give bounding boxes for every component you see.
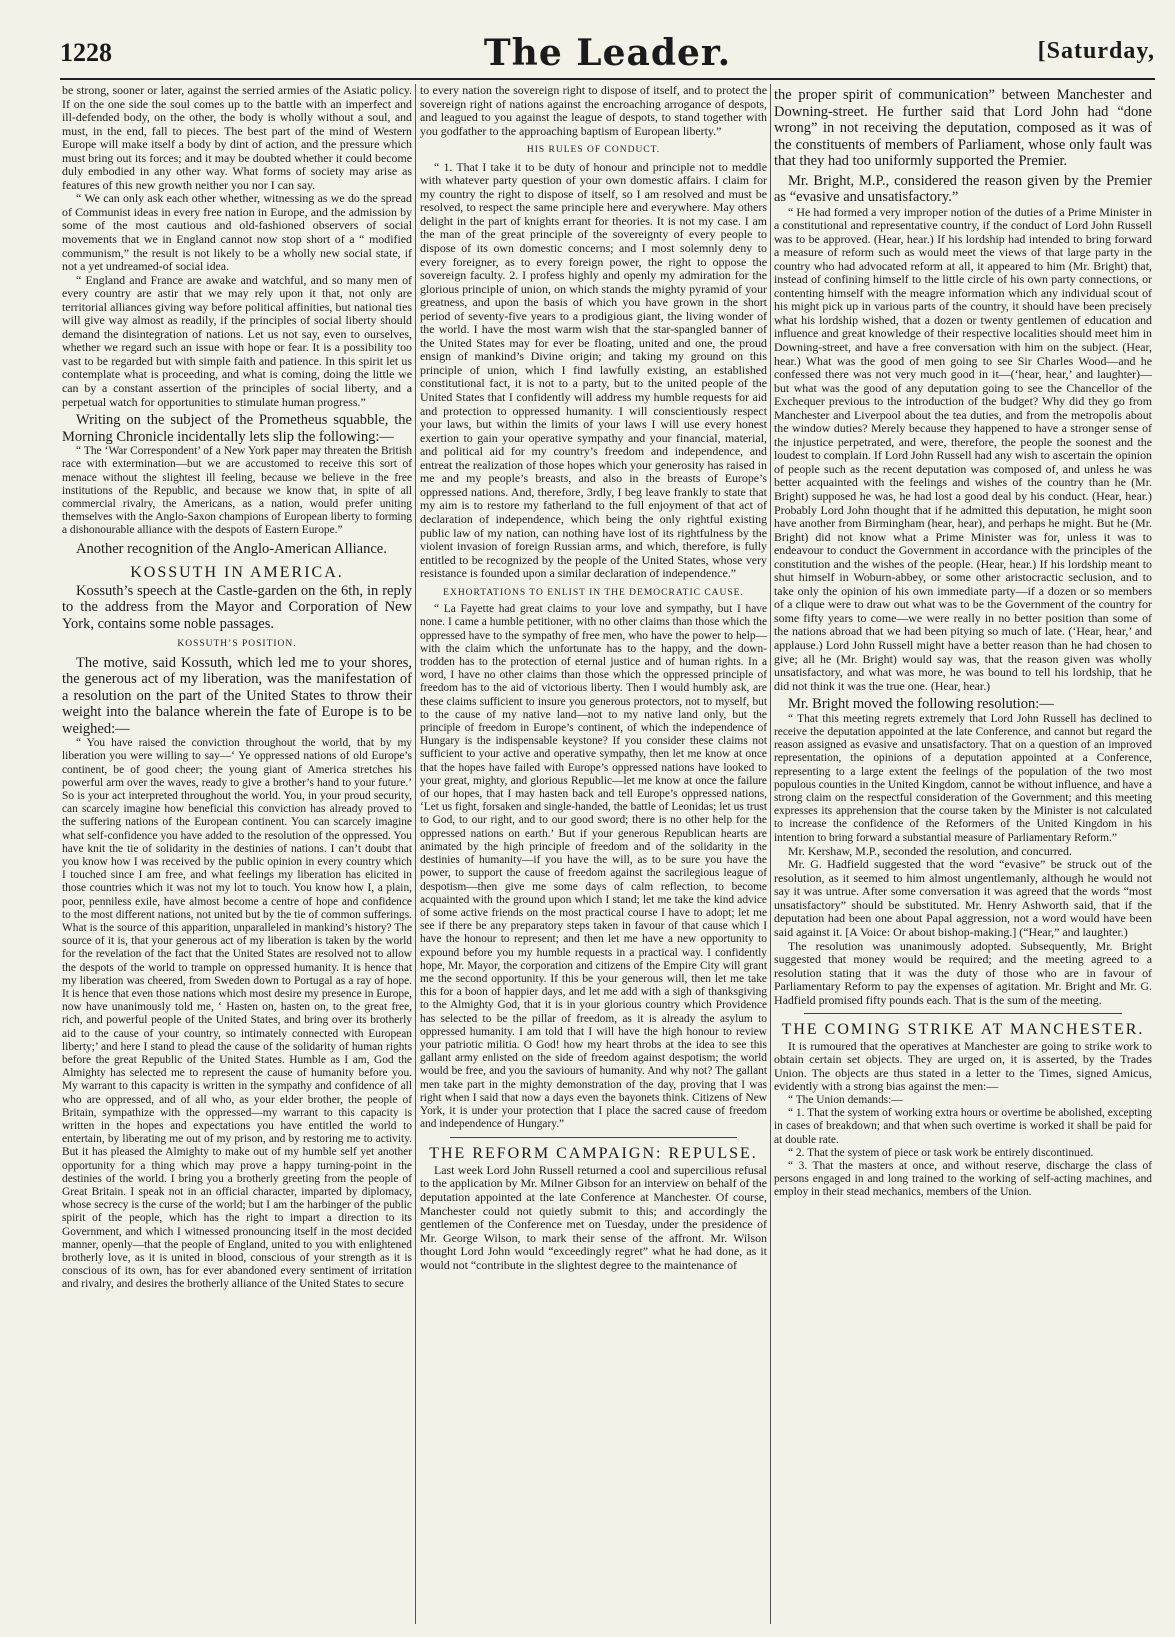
paragraph: The motive, said Kossuth, which led me to your shores, the generous act of my liberation, was the manifestation of a resolution on the part of the United States to throw their weight into the balance wherein the fate of Europe is to be weighed:— bbox=[62, 654, 412, 737]
paragraph: Mr. Kershaw, M.P., seconded the resolution, and concurred. bbox=[788, 843, 1072, 858]
quote-paragraph: “ You have raised the conviction throughout the world, that by my liberation you were willing to say—‘ Ye oppressed nations of old Europe’s continent, be of good cheer; the young giant of America stretches his powerful arm over the waves, ready to give a brother’s hand to your future.’ So is your act interpreted throughout the world. You, in your proud security, can scarcely imagine how beneficial this conviction has already proved to the suffering nations of the European continent. You can scarcely imagine what self-confidence you have added to the resolution of the oppressed. You have knit the tie of solidarity in the destinies of nations. I can’t doubt that you know how I was received by the public opinion in every country which I touched since I am free, and what feelings my liberation has elicited in those countries which it was not my lot to touch. You know how I, a plain, poor, penniless exile, have almost become a centre of hope and confidence to the most different nations, not united but by the tie of common sufferings. What is the source of this apparition, unparalleled in mankind’s history? The source of it is, that your generous act of my liberation is taken by the world for the revelation of the fact that the United States are resolved not to allow the despots of the world to trample on oppressed humanity. It is hence that my liberation was cheered, from Sweden down to Portugal as a ray of hope. It is hence that even those nations which most desire my presence in Europe, now have unanimously told me, ‘ Hasten on, hasten on, to the great free, rich, and powerful people of the United States, and bring over its brotherly aid to the cause of your country, so intimately connected with European liberty;’ and here I stand to plead the cause of the solidarity of human rights before the great Republic of the United States. Humble as I am, God the Almighty has selected me to represent the cause of humanity before you. My warrant to this capacity is written in the sympathy and confidence of all who are oppressed, and of all who, as your elder brother, the people of Britain, sympathize with the oppressed—my warrant to this capacity is written in the hopes and expectations you have entitled the world to entertain, by liberating me out of my prison, and by restoring me to activity. But it has pleased the Almighty to make out of my humble self yet another opportunity for a thing which may prove a happy turning-point in the destinies of the world. I bring you a brotherly greeting from the people of Great Britain. I speak not in an official character, imparted by diplomacy, whose secrecy is the curse of the world; but I am the harbinger of the public spirit of the people, which has the right to impart a direction to its Government, and which I witnessed pronouncing itself in the most decided manner, openly—that the people of England, united to you with enlightened brotherly love, as it is united in blood, conscious of your strength as it is conscious of its own, has for ever abandoned every sentiment of irritation and rivalry, and desires the brotherly alliance of the United States to secure bbox=[62, 737, 412, 1291]
quote-paragraph: “ 1. That the system of working extra hours or overtime be abolished, excepting in cases of breakdown; and that when such overtime is worked it shall be paid for at double rate. bbox=[774, 1107, 1152, 1146]
paragraph: Writing on the subject of the Prometheus squabble, the Morning Chronicle incidentally lets slip the following:— bbox=[62, 412, 412, 445]
newspaper-title: The Leader. bbox=[483, 32, 732, 74]
divider bbox=[450, 1137, 737, 1138]
paragraph: “ England and France are awake and watchful, and so many men of every country are astir that we may rely upon it that, not only are territorial alliances giving way before political affinities, but national ties will give way almost as readily, if the principles of social liberty should demand the disintegration of nations. Let us not say, even to ourselves, whether we regard such an issue with hope or fear. It is a possibility too vast to be regarded but with simple faith and patience. In this spirit let us contemplate what is proceeding, and what is coming, doing the little we can by a constant assertion of the principles of social liberty, and a perpetual watch for opportunities to stimulate human progress.” bbox=[62, 272, 412, 409]
quote-paragraph: “ That this meeting regrets extremely that Lord John Russell has declined to receive the deputation appointed at the late Conference, and cannot but regard the reason assigned as evasive and unsatisfactory. That on a question of an improved representation, the opinions of a deputation appointed at a Conference, representing to a large extent the feelings of the population of the two most populous counties in the United Kingdom, cannot be without influence, and have a strong claim on the respectful consideration of the Government; and this meeting expresses its apprehension that the course taken by the Minister is not calculated to increase the confidence of the Reformers of the United Kingdom in his intention to bring forward a substantial measure of Parliamentary Reform.” bbox=[774, 712, 1152, 844]
article-heading-reform: THE REFORM CAMPAIGN: REPULSE. bbox=[429, 1145, 758, 1163]
paragraph: “ He had formed a very improper notion of the duties of a Prime Minister in a constitutional and representative country, if the conduct of Lord John Russell was to be approved. (Hear, hear.) If his lordship had intended to bring forward a measure of reform such as would meet the views of that large party in the country who had advocated reform at all, it appeared to him (Mr. Bright) that, instead of confining himself to the little circle of his own party connections, or contenting himself with the meagre information which any individual scout of his might pick up in various parts of the country, it should have been precisely what his lordship wished, that a dozen or twenty gentlemen of education and influence and great knowledge of their respective localities should meet him in Downing-street, and have a free conversation with him on the subject. (Hear, hear.) What was the good of men going to see Sir Charles Wood—and he confessed there was not very much good in it—(‘hear, hear,’ and laughter)—but what was the good of any deputation going to see the Chancellor of the Exchequer previous to the introduction of the budget? Why did they go from Manchester and Liverpool about the tea duties, and from the metropolis about the window duties? Merely because they happened to have a stronger sense of the injustice perpetrated, and were, therefore, the people the soonest and the loudest to complain. If Lord John Russell had any wish to ascertain the opinion of people such as the recent deputation was composed of, and unless he was better acquainted with the feelings and wishes of the country than he (Mr. Bright) supposed he was, he had lost a good deal by his conduct. (Hear, hear.) Probably Lord John thought that if he admitted this deputation, he might soon have another from Birmingham (hear, hear), and perhaps he might. But he (Mr. Bright) did not know what a Prime Minister was for, unless it was to endeavour to conduct the Government in accordance with the principles of the constitution and the wishes of the people. (Hear, hear.) If his lordship meant to shut himself in Woburn-abbey, or some other aristocractic seclusion, and to take only the opinion of his own immediate party—if a dozen or so members of a clique were to draw out what was to be the Government of the country for some fifty years to come—we were really in no better position than some of the nations abroad that we had been pitying so much of late. (‘Hear, hear,’ and applause.) Lord John Russell might have a better reason than he had chosen to give; all he (Mr. Bright) would say was, that the reason given was wholly unsatisfactory, and what was more, he was bound to tell his lordship, that he did not think it was the true one. (Hear, hear.) bbox=[774, 204, 1152, 693]
subheading: HIS RULES OF CONDUCT. bbox=[526, 145, 661, 156]
paragraph: Kossuth’s speech at the Castle-garden on the 6th, in reply to the address from the Mayor and Corporation of New York, contains some noble passages. bbox=[62, 582, 412, 632]
subheading: KOSSUTH’S POSITION. bbox=[177, 639, 297, 650]
paragraph: “ We can only ask each other whether, witnessing as we do the spread of Communist ideas in every free nation in Europe, and the admission by some of the most cautious and old-fashioned observers of social movements that we in England cannot now stop short of a “ modified communism,” the result is not likely to be a wholly new social state, if not a yet undreamed-of social idea. bbox=[62, 191, 412, 274]
paragraph: Last week Lord John Russell returned a cool and supercilious refusal to the application by Mr. Milner Gibson for an interview on behalf of the deputation appointed at the late Conference at Manchester. Of course, Manchester could not quietly submit to this; and accordingly the gentlemen of the Conference met on Tuesday, under the presidence of Mr. George Wilson, to mark their sense of the affront. Mr. Wilson thought Lord John would “exceedingly regret” what he had done, as it would not “contribute in the slightest degree to the maintenance of bbox=[420, 1162, 767, 1272]
masthead bbox=[60, 30, 1155, 80]
page-number: 1228 bbox=[60, 38, 112, 67]
quote-paragraph: “ The ‘War Correspondent’ of a New York paper may threaten the British race with extermination—but we are accustomed to receive this sort of menace without the slightest ill feeling, because we believe in the free institutions of the Republic, and because we know that, in spite of all commercial rivalry, the Americans, as a nation, would prefer uniting themselves with the Anglo-Saxon champions of European liberty to forming a dishonourable alliance with the despots of Eastern Europe.” bbox=[62, 445, 412, 537]
column-3 bbox=[774, 84, 1152, 1624]
column-rule-1 bbox=[415, 84, 416, 1624]
quote-paragraph: “ 2. That the system of piece or task work be entirely discontinued. bbox=[788, 1146, 1094, 1159]
paragraph: Mr. Bright moved the following resolution:— bbox=[788, 696, 1054, 713]
paragraph: Mr. Bright, M.P., considered the reason given by the Premier as “evasive and unsatisfactory.” bbox=[774, 172, 1152, 205]
article-heading-kossuth: KOSSUTH IN AMERICA. bbox=[130, 564, 344, 582]
column-2 bbox=[420, 84, 767, 1624]
paragraph: be strong, sooner or later, against the serried armies of the Asiatic policy. If on the one side the soul comes up to the battle with an imperfect and ill-defended body, on the other, the body is wholly without a soul, and must, in the end, fall to pieces. The best part of the mind of Western Europe will make itself a body by dint of action, and the pressure which must bring out its forces; and it may be doubted whether it could become duly embodied in any other way. What forms of society may arise as features of this new growth neither you nor I can say. bbox=[62, 84, 412, 192]
issue-day: [Saturday, bbox=[1037, 38, 1155, 64]
quote-paragraph: “ The Union demands:— bbox=[788, 1094, 903, 1107]
subheading: EXHORTATIONS TO ENLIST IN THE DEMOCRATIC CAUSE. bbox=[443, 587, 744, 598]
paragraph: to every nation the sovereign right to dispose of itself, and to protect the sovereign right of nations against the encroaching arrogance of despots, and leagued to you against the league of despots, to stand together with you godfather to the approaching baptism of European liberty.” bbox=[420, 84, 767, 138]
paragraph: Another recognition of the Anglo-American Alliance. bbox=[76, 540, 387, 557]
quote-paragraph: “ 3. That the masters at once, and without reserve, discharge the class of persons engaged in and long trained to the working of self-acting machines, and employ in their stead mechanics, members of the Union. bbox=[774, 1160, 1152, 1199]
article-heading-strike: THE COMING STRIKE AT MANCHESTER. bbox=[781, 1021, 1145, 1039]
column-1 bbox=[62, 84, 412, 1624]
quote-paragraph: “ La Fayette had great claims to your love and sympathy, but I have none. I came a humble petitioner, with no other claims than those which the oppressed have to the sympathy of free men, who have the power to help—with the claim which the unfortunate has to the happy, and the down-trodden has to the protection of eternal justice and of human rights. In a word, I have no other claims than those which the oppressed principle of freedom has to the aid of victorious liberty. Then I would humbly ask, are these claims sufficient to insure you generous protectors, not to myself, but to the cause of my native land—not to my native land only, but the principle of freedom in Europe’s continent, of which the independence of Hungary is the indispensable keystone? If you consider these claims not sufficient to your active and operative sympathy, then let me know at once that the hopes have failed with Europe’s oppressed nations have looked to your great, mighty, and glorious Republic—let me know at once the failure of our hopes, that I may hasten back and tell Europe’s oppressed nations, ‘Let us fight, forsaken and single-handed, the battle of Leonidas; let us trust to God, to our right, and to our good sword; there is no other help for the oppressed nations on earth.’ But if your generous Republican hearts are animated by the high principle of freedom and of the solidarity in the destinies of humanity—if you have the will, as to be sure you have the power, to support the cause of freedom against the sacrilegious league of despotism—then give me some days of calm reflection, to become acquainted with the ground upon which I stand; let me take the kind advice of some active friends on the most practical course I have to adopt; let me see if there be any preparatory steps taken in favour of that cause which I have the honour to represent; and then let me have a new opportunity to expound before you my humble requests in a practical way. I confidently hope, Mr. Mayor, the corporation and citizens of the Empire City will grant me the second opportunity. If this be your generous will, then let me take this for a boon of happier days, and let me add with a sigh of thanksgiving to the Almighty God, that it is in your glorious country which Providence has selected to be the pillar of freedom, as it is already the asylum to oppressed humanity. I am told that I will have the high honour to review your patriotic militia. O God! how my heart throbs at the idea to see this gallant army enlisted on the side of freedom against despotism; the world would be free, and you the saviours of humanity. And why not? The gallant men take part in the mighty demonstration of the day, proving that I was right when I said that now a days even the bayonets think. Citizens of New York, it is under your protection that I place the sacred cause of freedom and independence of Hungary.” bbox=[420, 603, 767, 1131]
paragraph: the proper spirit of communication” between Manchester and Downing-street. He further said that Lord John had “done wrong” in not receiving the deputation, composed as it was of the constituents of members of Parliament, whose only fault was that they had too uniformly supported the Premier. bbox=[774, 87, 1152, 169]
divider bbox=[804, 1013, 1122, 1014]
paragraph: “ 1. That I take it to be duty of honour and principle not to meddle with whatever party question of your own domestic affairs. I claim for my country the right to dispose of itself, so I am resolved and must be resolved, to respect the same principle here and everywhere. May others delight in the part of knights errant for theories. It is not my case. I am the man of the great principle of the sovereignty of every people to dispose of its own domestic concerns; and I most solemnly deny to every foreigner, as to every foreign power, the right to oppose the sovereign faculty. 2. I profess highly and openly my admiration for the glorious principle of union, on which stands the mighty pyramid of your greatness, and upon the basis of which you have grown in the short period of seventy-five years to a prodigious giant, the living wonder of the world. I have the most warm wish that the star-spangled banner of the United States may for ever be floating, united and one, the proud ensign of mankind’s Divine origin; and taking my ground on this principle of union, which I find lawfully existing, an established constitutional fact, it is not to a party, but to the united people of the United States that I confidently will address my humble requests for aid and protection to oppressed humanity. I will conscientiously respect your laws, but within the limits of your laws I will use every honest exertion to gain your operative sympathy and your financial, material, and political aid for my country’s freedom and independence, and entreat the realization of those hopes which your generosity has raised in me and my people’s breasts, and also in the breasts of Europe’s oppressed nations. And, therefore, 3rdly, I beg leave frankly to state that my aim is to restore my fatherland to the full enjoyment of that act of declaration of independence, which being the only rightful existing public law of my nation, can nothing have lost of its rightfulness by the violent invasion of foreign Russian arms, and which, therefore, is fully entitled to be recognized by the people of the United States, whose very resistance is founded upon a similar declaration of independence.” bbox=[420, 159, 767, 581]
paragraph: The resolution was unanimously adopted. Subsequently, Mr. Bright suggested that money would be required; and the meeting agreed to a resolution stating that it was the duty of those who are in favour of Parliamentary Reform to pay the expenses of agitation. Mr. Bright and Mr. G. Hadfield promised fifty pounds each. That is the sum of the meeting. bbox=[774, 938, 1152, 1007]
paragraph: Mr. G. Hadfield suggested that the word “evasive” be struck out of the resolution, as it seemed to him almost ungentlemanly, although he would not say it was untrue. After some conversation it was agreed that the words “most unsatisfactory” should be substituted. Mr. Henry Ashworth said, that if the deputation had been one about Papal aggression, not a word would have been said against it. [A Voice: Or about bishop-making.] (“Hear,” and laughter.) bbox=[774, 857, 1152, 939]
paragraph: It is rumoured that the operatives at Manchester are going to strike work to obtain certain set objects. They are urged on, it is asserted, by the Trades Union. The objects are thus stated in a letter to the Times, signed Amicus, evidently with a strong bias against the men:— bbox=[774, 1038, 1152, 1094]
column-rule-2 bbox=[770, 84, 771, 1624]
